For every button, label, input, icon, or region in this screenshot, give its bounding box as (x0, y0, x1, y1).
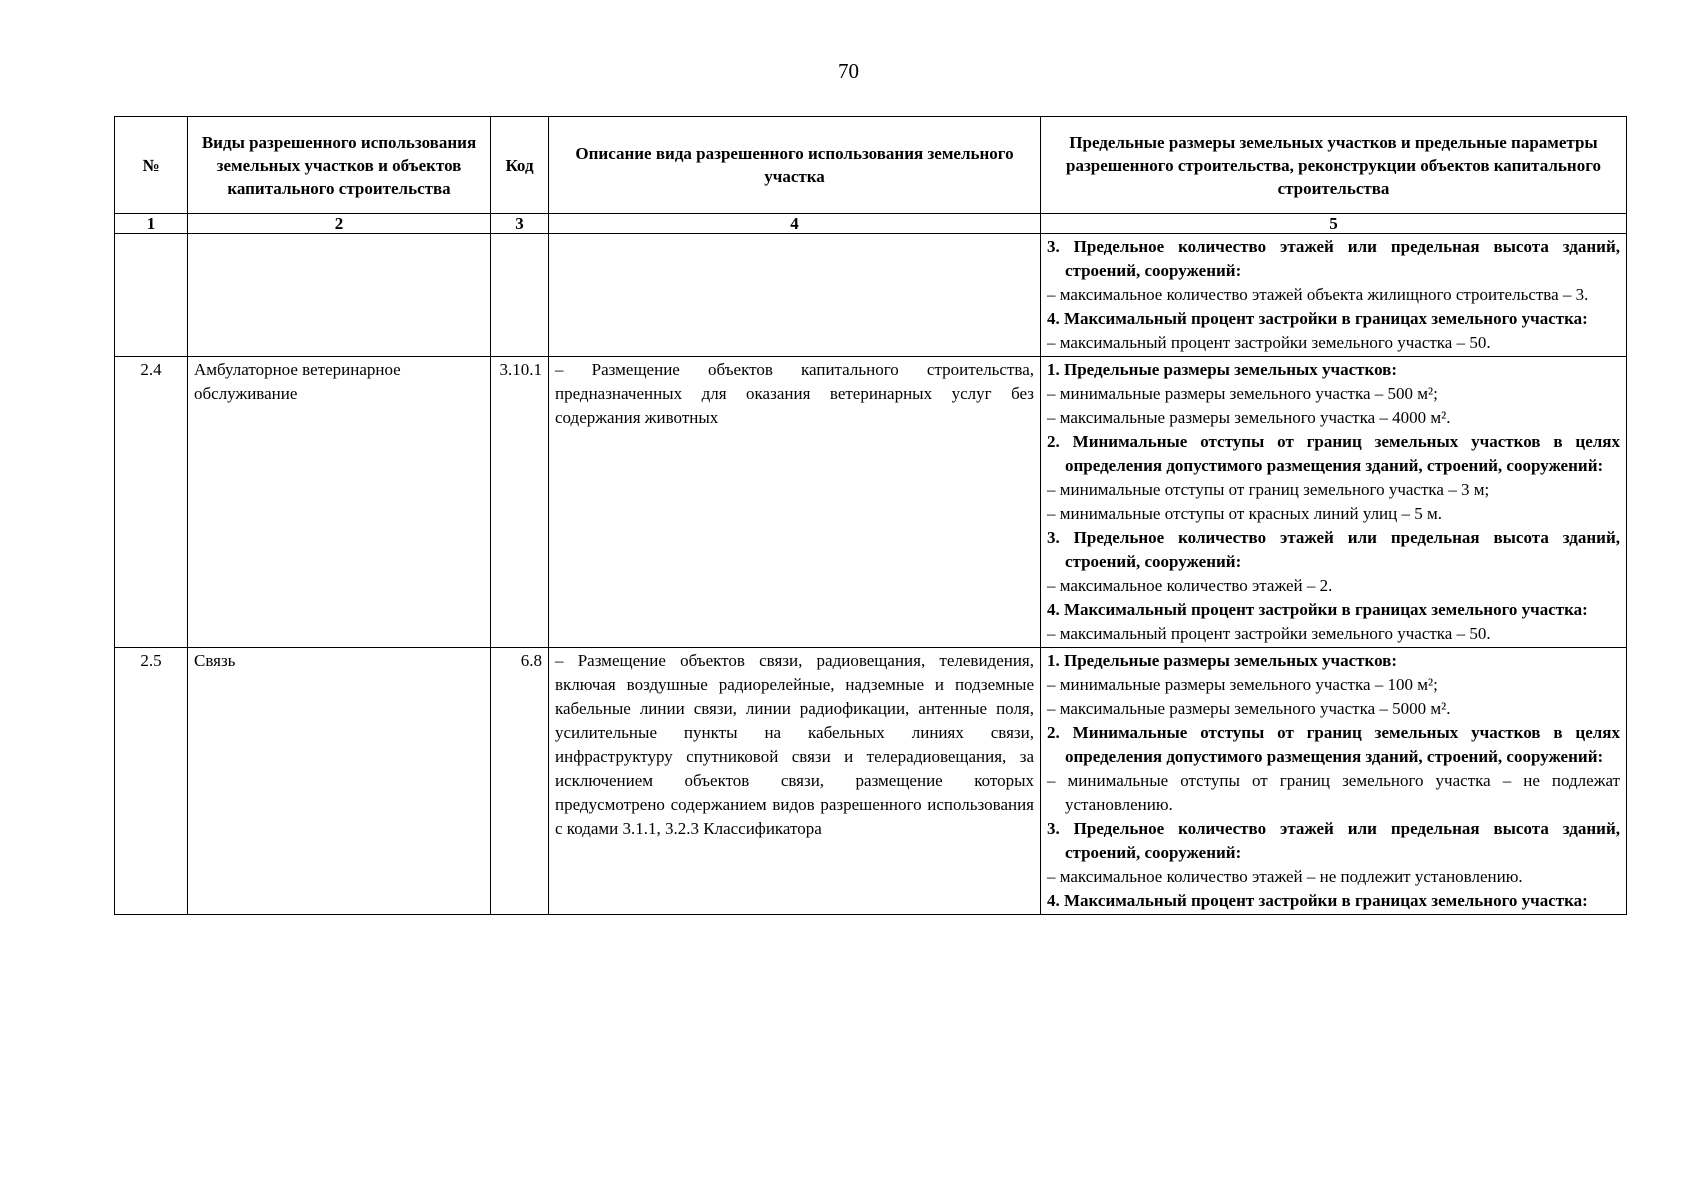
row-description (549, 234, 1041, 357)
parameter-heading: 3. Предельное количество этажей или предельная высота зданий, строений, сооружений: (1047, 819, 1620, 862)
parameter-item: – минимальные отступы от красных линий улиц – 5 м. (1047, 504, 1443, 523)
parameter-item: – минимальные размеры земельного участка – 100 м²; (1047, 675, 1438, 694)
parameter-heading: 2. Минимальные отступы от границ земельных участков в целях определения допустимого размещения зданий, строений, сооружений: (1047, 432, 1620, 475)
table-row (115, 234, 1627, 357)
parameter-item: – максимальное количество этажей – 2. (1047, 576, 1333, 595)
page-number: 70 (838, 59, 859, 83)
row-number: 2.4 (115, 357, 188, 648)
parameter-item: – максимальные размеры земельного участка – 4000 м². (1047, 408, 1451, 427)
column-number: 5 (1041, 214, 1627, 234)
parameter-heading: 3. Предельное количество этажей или предельная высота зданий, строений, сооружений: (1047, 237, 1620, 280)
parameter-item: – минимальные отступы от границ земельного участка – 3 м; (1047, 480, 1490, 499)
column-number: 1 (115, 214, 188, 234)
row-parameters (1041, 648, 1627, 915)
row-code: 6.8 (491, 648, 549, 915)
row-code (491, 234, 549, 357)
parameter-heading: 4. Максимальный процент застройки в границах земельного участка: (1047, 309, 1588, 328)
row-use-type: Амбулаторное ветеринарное обслуживание (188, 357, 491, 648)
parameter-heading: 1. Предельные размеры земельных участков: (1047, 651, 1398, 670)
parameter-item: – максимальный процент застройки земельного участка – 50. (1047, 624, 1491, 643)
row-use-type: Связь (188, 648, 491, 915)
parameter-item: – минимальные отступы от границ земельного участка – не подлежат установлению. (1047, 771, 1620, 814)
row-description: – Размещение объектов связи, радиовещания, телевидения, включая воздушные радиорелейные, надземные и подземные кабельные линии связи, линии радиофикации, антенные поля, усилительные пункты на кабельных линиях связи, инфраструктуру спутниковой связи и телерадиовещания, за исключением объектов связи, размещение которых предусмотрено содержанием видов разрешенного использования с кодами 3.1.1, 3.2.3 Классификатора (549, 648, 1041, 915)
parameter-heading: 2. Минимальные отступы от границ земельных участков в целях определения допустимого размещения зданий, строений, сооружений: (1047, 723, 1620, 766)
parameter-heading: 4. Максимальный процент застройки в границах земельного участка: (1047, 600, 1588, 619)
column-number: 2 (188, 214, 491, 234)
table-row (115, 648, 1627, 915)
row-description: – Размещение объектов капитального строительства, предназначенных для оказания ветеринарных услуг без содержания животных (549, 357, 1041, 648)
header-description: Описание вида разрешенного использования земельного участка (549, 117, 1041, 214)
parameter-heading: 4. Максимальный процент застройки в границах земельного участка: (1047, 891, 1588, 910)
row-use-type (188, 234, 491, 357)
parameter-item: – максимальный процент застройки земельного участка – 50. (1047, 333, 1491, 352)
header-number: № (115, 117, 188, 214)
land-use-table (114, 116, 1627, 915)
row-code: 3.10.1 (491, 357, 549, 648)
table-header-row (115, 117, 1627, 214)
parameter-item: – максимальное количество этажей – не подлежит установлению. (1047, 867, 1523, 886)
row-parameters (1041, 234, 1627, 357)
column-number: 4 (549, 214, 1041, 234)
header-parameters: Предельные размеры земельных участков и предельные параметры разрешенного строительства, реконструкции объектов капитального строительства (1041, 117, 1627, 214)
parameter-item: – максимальное количество этажей объекта жилищного строительства – 3. (1047, 285, 1589, 304)
parameter-heading: 1. Предельные размеры земельных участков: (1047, 360, 1398, 379)
header-use-type: Виды разрешенного использования земельных участков и объектов капитального строительства (188, 117, 491, 214)
table-row (115, 357, 1627, 648)
column-number: 3 (491, 214, 549, 234)
parameter-item: – минимальные размеры земельного участка – 500 м²; (1047, 384, 1438, 403)
column-number-row (115, 214, 1627, 234)
row-parameters (1041, 357, 1627, 648)
row-number (115, 234, 188, 357)
parameter-heading: 3. Предельное количество этажей или предельная высота зданий, строений, сооружений: (1047, 528, 1620, 571)
row-number: 2.5 (115, 648, 188, 915)
header-code: Код (491, 117, 549, 214)
parameter-item: – максимальные размеры земельного участка – 5000 м². (1047, 699, 1451, 718)
